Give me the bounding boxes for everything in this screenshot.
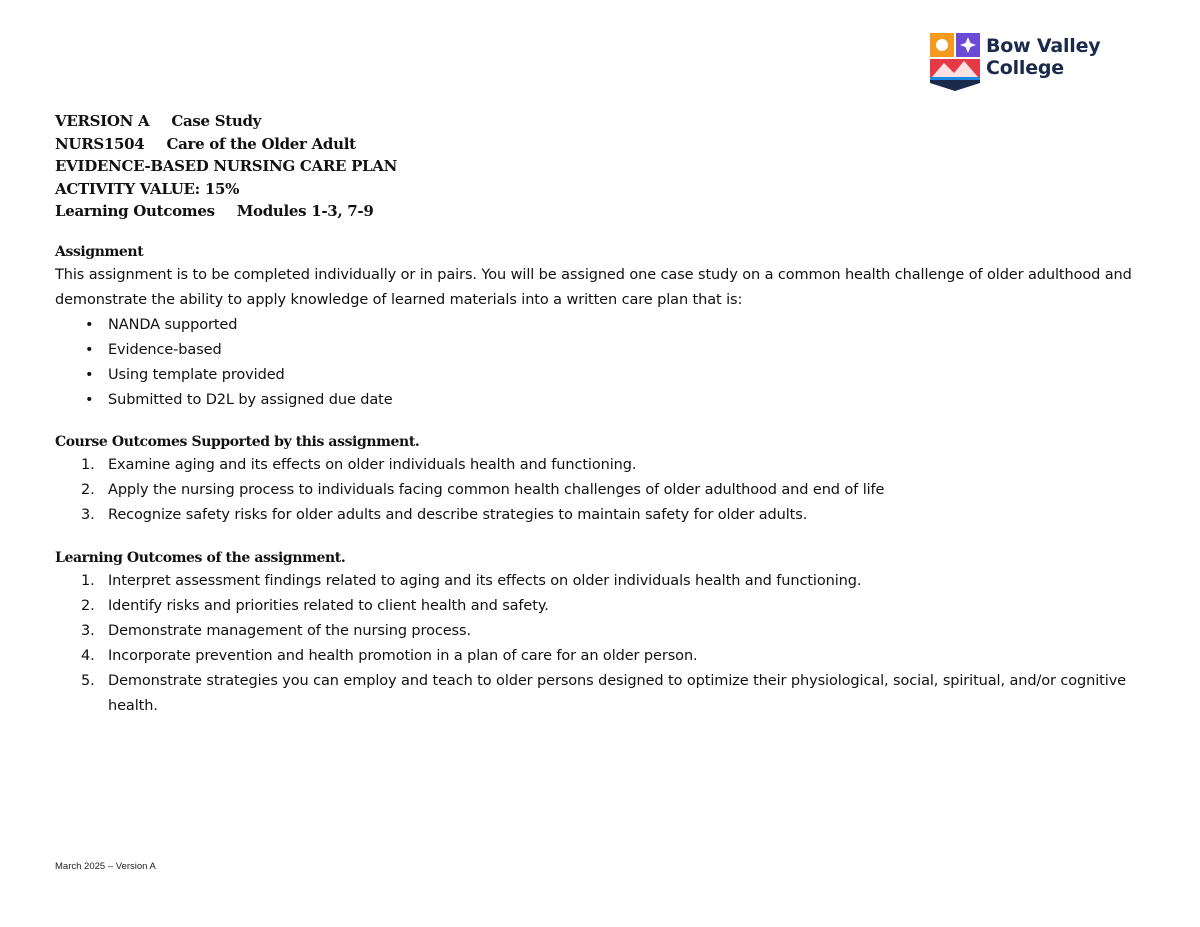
bullet-text: Using template provided [108, 367, 285, 383]
version-label: VERSION A [55, 112, 150, 130]
bullet-text: NANDA supported [108, 317, 238, 333]
bullet-marker: • [85, 367, 94, 383]
course-name: Care of the Older Adult [166, 134, 356, 153]
list-item-text: Recognize safety risks for older adults and describe strategies to maintain safety for older adults. [108, 507, 808, 523]
list-item-text: Examine aging and its effects on older individuals health and functioning. [108, 457, 637, 473]
list-number: 3. [81, 623, 95, 639]
activity-value: ACTIVITY VALUE: 15% [55, 179, 240, 198]
learning-outcomes-modules: Modules 1-3, 7-9 [236, 202, 374, 220]
learning-outcomes-title: Learning Outcomes of the assignment. [55, 550, 346, 566]
college-logo-text [986, 35, 1101, 79]
list-item-text: Demonstrate management of the nursing process. [108, 623, 471, 639]
assignment-section [55, 241, 1155, 413]
list-item-text: Incorporate prevention and health promotion in a plan of care for an older person. [108, 648, 698, 664]
list-item [55, 338, 1155, 363]
assignment-bullet-list [55, 313, 1155, 413]
course-code: NURS1504 [55, 134, 145, 153]
list-number: 4. [81, 648, 95, 664]
college-logo [930, 33, 1110, 93]
list-item-text: Identify risks and priorities related to client health and safety. [108, 598, 549, 614]
list-item [55, 503, 1155, 528]
bullet-marker: • [85, 342, 94, 358]
list-item [55, 644, 1155, 669]
logo-blue-stripe [930, 77, 980, 80]
list-item [55, 363, 1155, 388]
bullet-text: Evidence-based [108, 342, 222, 358]
list-item [55, 669, 1155, 719]
header-course-row [55, 133, 397, 156]
header-version-row [55, 110, 397, 133]
course-outcomes-section [55, 431, 1155, 528]
list-item [55, 388, 1155, 413]
logo-circle-shape [936, 39, 948, 51]
list-number: 1. [81, 457, 95, 473]
course-outcomes-list [55, 453, 1155, 528]
learning-outcomes-list [55, 569, 1155, 719]
learning-outcomes-label: Learning Outcomes [55, 202, 215, 220]
header-learning-outcomes-row [55, 200, 397, 223]
list-number: 1. [81, 573, 95, 589]
list-item-text: Apply the nursing process to individuals facing common health challenges of older adulthood and end of life [108, 482, 885, 498]
course-outcomes-title: Course Outcomes Supported by this assignment. [55, 434, 420, 450]
list-item [55, 569, 1155, 594]
page-footer: March 2025 – Version A [55, 861, 156, 872]
bullet-marker: • [85, 317, 94, 333]
list-number: 3. [81, 507, 95, 523]
list-number: 2. [81, 598, 95, 614]
doc-type-label: Case Study [171, 112, 262, 130]
list-number: 5. [81, 673, 95, 689]
list-item [55, 619, 1155, 644]
document-title: EVIDENCE-BASED NURSING CARE PLAN [55, 157, 398, 175]
list-item [55, 453, 1155, 478]
logo-line2: College [986, 57, 1064, 79]
list-item [55, 478, 1155, 503]
list-item-text: Interpret assessment findings related to aging and its effects on older individuals health and functioning. [108, 573, 862, 589]
document-header [55, 110, 397, 223]
learning-outcomes-section [55, 547, 1155, 719]
bullet-marker: • [85, 392, 94, 408]
assignment-title: Assignment [55, 244, 144, 260]
list-number: 2. [81, 482, 95, 498]
list-item [55, 313, 1155, 338]
assignment-description: This assignment is to be completed individually or in pairs. You will be assigned one case study on a common health challenge of older adulthood and demonstrate the ability to apply knowledge of learned materials into a written care plan that is: [55, 267, 1132, 308]
list-item-text: Demonstrate strategies you can employ and teach to older persons designed to optimize their physiological, social, spiritual, and/or cognitive health. [108, 673, 1126, 714]
bullet-text: Submitted to D2L by assigned due date [108, 392, 393, 408]
list-item [55, 594, 1155, 619]
college-logo-icon [930, 33, 980, 91]
logo-line1: Bow Valley [986, 35, 1101, 57]
